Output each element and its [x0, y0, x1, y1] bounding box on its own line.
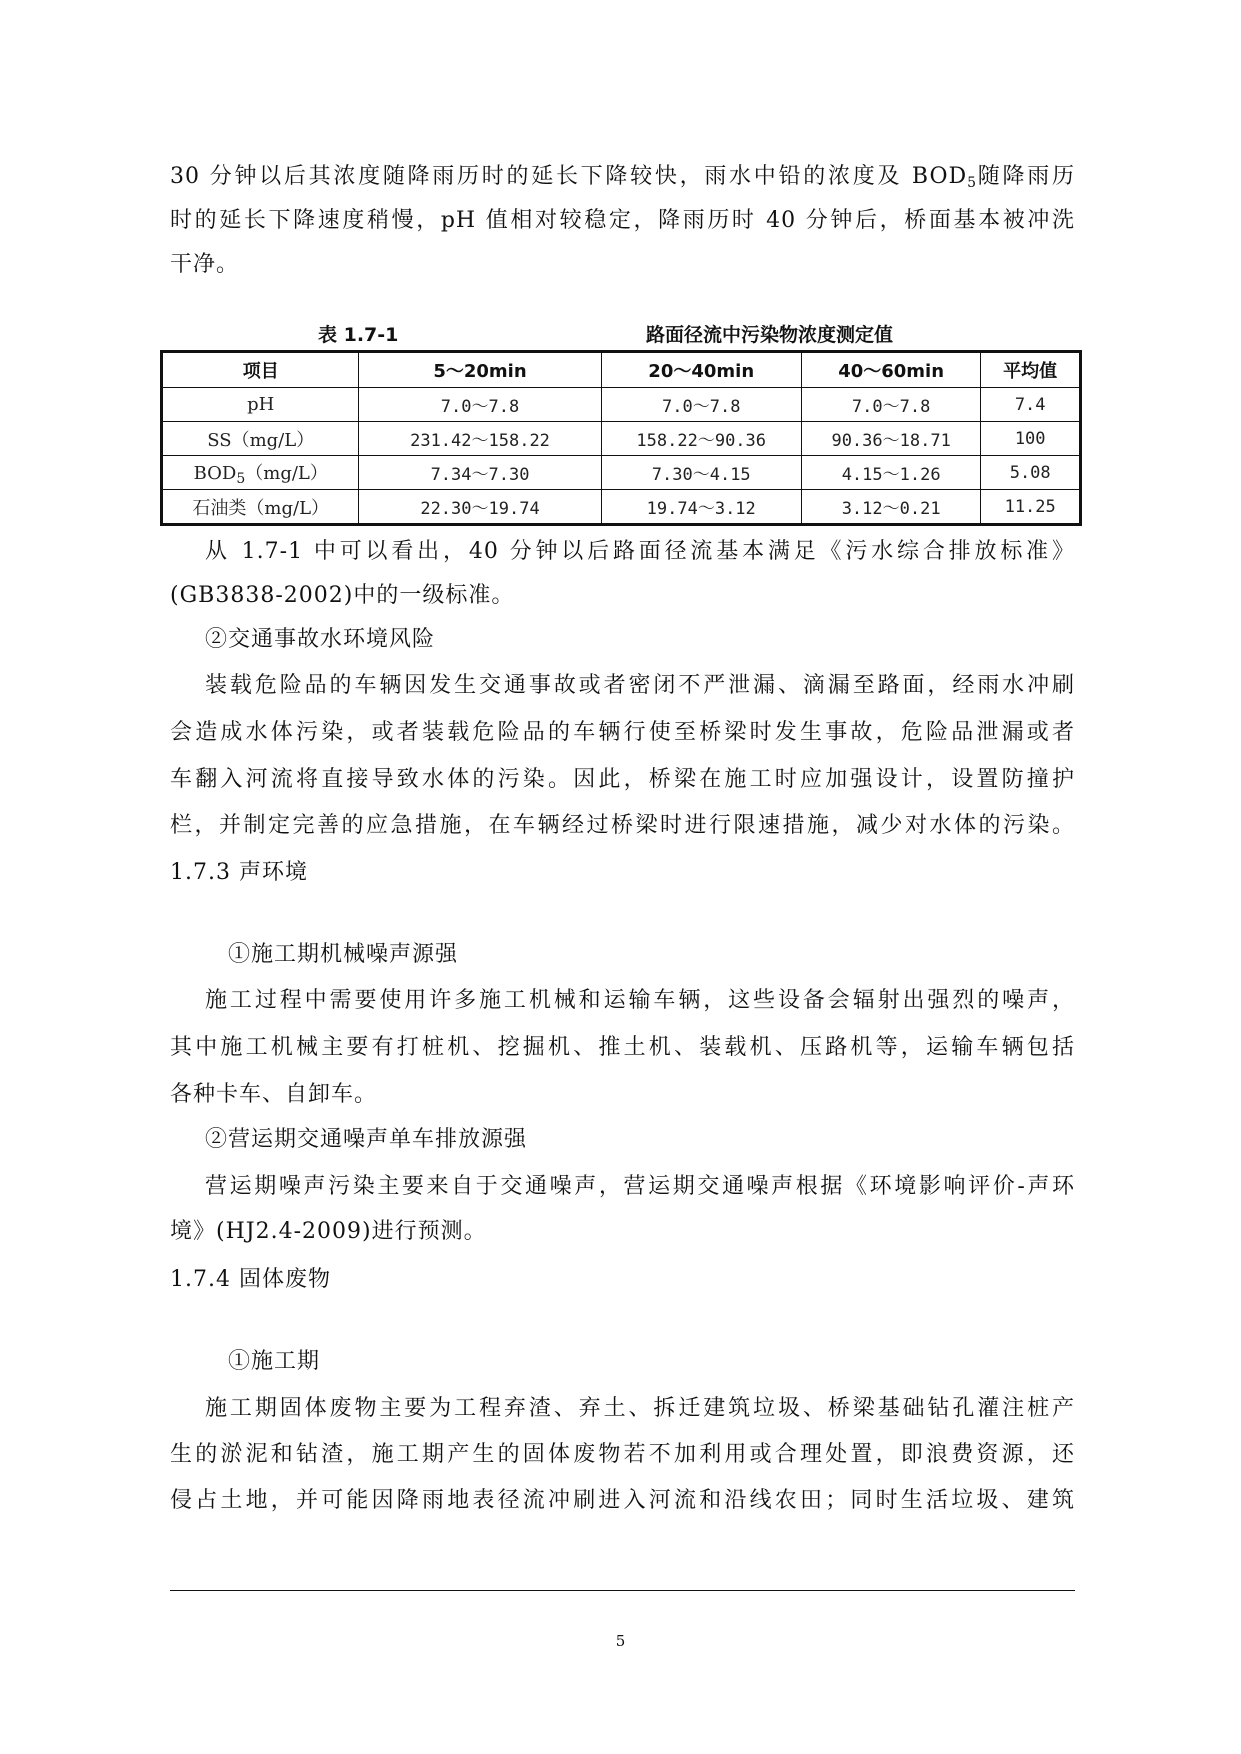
subsection-heading: ②交通事故水环境风险: [205, 627, 436, 652]
row-label: 石油类（mg/L）: [162, 490, 359, 525]
paragraph-line: 车翻入河流将直接导致水体的污染。因此，桥梁在施工时应加强设计，设置防撞护: [170, 767, 1075, 792]
paragraph-line: 时的延长下降速度稍慢，pH 值相对较稳定，降雨历时 40 分钟后，桥面基本被冲洗: [170, 208, 1075, 233]
table-cell: 11.25: [981, 490, 1081, 525]
section-heading: 1.7.3 声环境: [170, 860, 308, 885]
column-header: 5～20min: [359, 352, 601, 388]
table-cell: 4.15～1.26: [801, 456, 980, 490]
paragraph-line: 其中施工机械主要有打桩机、挖掘机、推土机、装载机、压路机等，运输车辆包括: [170, 1035, 1075, 1060]
table-number: 表 1.7-1: [318, 324, 399, 346]
table-title: 路面径流中污染物浓度测定值: [646, 324, 894, 346]
paragraph-line: 干净。: [170, 252, 240, 277]
row-label: $BOD_5(mg/L)$: [162, 456, 359, 490]
paragraph-line: 从 1.7-1 中可以看出，40 分钟以后路面径流基本满足《污水综合排放标准》: [205, 539, 1075, 564]
section-heading: 1.7.4 固体废物: [170, 1267, 331, 1292]
table-row: [162, 388, 1081, 422]
table-cell: 7.30～4.15: [601, 456, 801, 490]
paragraph-line: 生的淤泥和钻渣，施工期产生的固体废物若不加利用或合理处置，即浪费资源，还: [170, 1442, 1075, 1467]
table-cell: 7.0～7.8: [801, 388, 980, 422]
paragraph-line: 施工期固体废物主要为工程弃渣、弃土、拆迁建筑垃圾、桥梁基础钻孔灌注桩产: [205, 1396, 1075, 1421]
table-cell: 22.30～19.74: [359, 490, 601, 525]
table-row: [162, 422, 1081, 456]
table-cell: 100: [981, 422, 1081, 456]
table-row: [162, 490, 1081, 525]
footer-divider: [170, 1590, 1075, 1591]
paragraph-line: 各种卡车、自卸车。: [170, 1082, 378, 1107]
paragraph-line: 营运期噪声污染主要来自于交通噪声，营运期交通噪声根据《环境影响评价-声环: [205, 1174, 1075, 1199]
subsection-heading: ①施工期: [228, 1349, 321, 1374]
table-cell: 7.34～7.30: [359, 456, 601, 490]
subsection-heading: ②营运期交通噪声单车排放源强: [205, 1127, 528, 1152]
table-cell: 158.22～90.36: [601, 422, 801, 456]
column-header: 40～60min: [801, 352, 980, 388]
table-cell: 90.36～18.71: [801, 422, 980, 456]
paragraph-line: 侵占土地，并可能因降雨地表径流冲刷进入河流和沿线农田；同时生活垃圾、建筑: [170, 1488, 1075, 1513]
subsection-heading: ①施工期机械噪声源强: [228, 942, 459, 967]
table-cell: 231.42～158.22: [359, 422, 601, 456]
column-header: 平均值: [981, 352, 1081, 388]
table-cell: 7.4: [981, 388, 1081, 422]
paragraph-line: [170, 162, 1075, 198]
paragraph-line: 会造成水体污染，或者装载危险品的车辆行使至桥梁时发生事故，危险品泄漏或者: [170, 720, 1075, 745]
table-cell: 19.74～3.12: [601, 490, 801, 525]
subscript: 5: [967, 175, 977, 191]
table-cell: 5.08: [981, 456, 1081, 490]
row-label: SS（mg/L）: [162, 422, 359, 456]
paragraph-line: 境》(HJ2.4-2009)进行预测。: [170, 1219, 487, 1244]
paragraph-line: 施工过程中需要使用许多施工机械和运输车辆，这些设备会辐射出强烈的噪声，: [205, 988, 1075, 1013]
row-label: pH: [162, 388, 359, 422]
page-number: 5: [615, 1632, 626, 1650]
pollutant-concentration-table: [160, 350, 1082, 526]
paragraph-line: 装载危险品的车辆因发生交通事故或者密闭不严泄漏、滴漏至路面，经雨水冲刷: [205, 673, 1075, 698]
table-header-row: [162, 352, 1081, 388]
column-header: 项目: [162, 352, 359, 388]
paragraph-line: 栏，并制定完善的应急措施，在车辆经过桥梁时进行限速措施，减少对水体的污染。: [170, 813, 1075, 838]
column-header: 20～40min: [601, 352, 801, 388]
table-cell: 7.0～7.8: [601, 388, 801, 422]
paragraph-text: 随降雨历: [976, 164, 1075, 189]
table-row: [162, 456, 1081, 490]
paragraph-text: 30 分钟以后其浓度随降雨历时的延长下降较快，雨水中铅的浓度及 BOD: [170, 164, 968, 189]
paragraph-line: (GB3838-2002)中的一级标准。: [170, 583, 515, 608]
table-cell: 7.0～7.8: [359, 388, 601, 422]
table-cell: 3.12～0.21: [801, 490, 980, 525]
